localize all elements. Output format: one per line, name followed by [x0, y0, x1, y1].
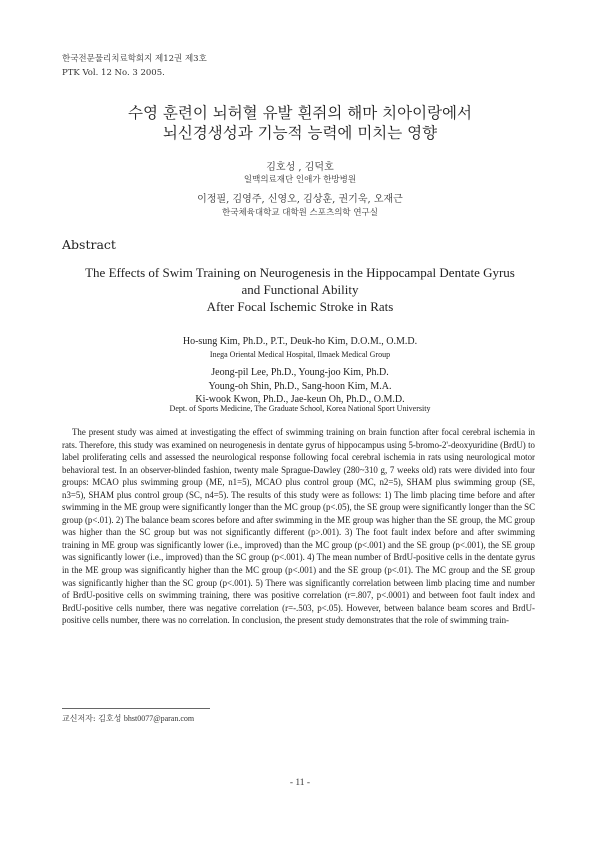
korean-affiliation-2: 한국체육대학교 대학원 스포츠의학 연구실: [222, 208, 378, 218]
korean-title-line-2: 뇌신경생성과 기능적 능력에 미치는 영향: [162, 124, 438, 142]
english-authors-line-3: Young-oh Shin, Ph.D., Sang-hoon Kim, M.A.: [208, 380, 392, 392]
page-number: - 11 -: [289, 778, 311, 788]
korean-authors-1: 김호성 , 김덕호: [266, 162, 334, 173]
footnote-label: 교신저자: 김호성: [62, 714, 122, 723]
abstract-heading: Abstract: [62, 237, 116, 252]
korean-authors-2: 이정필, 김영주, 신영오, 김상훈, 권기욱, 오재근: [197, 194, 403, 205]
korean-affiliation-1: 일맥의료재단 인애가 한방병원: [243, 175, 357, 185]
english-authors-line-2: Jeong-pil Lee, Ph.D., Young-joo Kim, Ph.D.: [211, 367, 389, 378]
journal-name-korean: 한국전문물리치료학회지 제12권 제3호: [62, 54, 207, 64]
footnote-divider: [62, 708, 210, 709]
english-title-line-2: and Functional Ability: [241, 282, 359, 297]
english-affiliation-1: Inega Oriental Medical Hospital, Ilmaek Medical Group: [209, 350, 391, 359]
english-authors-1: Ho-sung Kim, Ph.D., P.T., Deuk-ho Kim, D.O.M., O.M.D.: [182, 336, 418, 347]
english-authors-2: [0, 366, 600, 407]
journal-header: [62, 52, 207, 80]
corresponding-author-footnote: [62, 713, 194, 724]
english-title: [0, 264, 600, 315]
english-title-line-3: After Focal Ischemic Stroke in Rats: [206, 299, 394, 314]
abstract-body: The present study was aimed at investigating the effect of swimming training on brain function after focal cerebral ischemia in rats. Therefore, this study was examined on neurogenesis in dentate gyrus of hippocampus using 5-bromo-2'-deoxyuridine (BrdU) to label proliferating cells and assessed the neurological response following focal cerebral ischemia in rats using neurological motor behavioral test. In an observer-blinded fashion, twenty male Sprague-Dawley (280~310 g, 7 weeks old) rats were divided into four groups: MCAO plus swimming group (ME, n1=5), MCAO plus control group (MC, n2=5), SHAM plus swimming group (SE, n3=5), SHAM plus control group (SC, n4=5). The results of this study were as follows: 1) The limb placing time before and after swimming in the ME group were significantly longer than the MC group (p<.05), the SE group were significantly longer than the SC group (p<.01). 2) The balance beam scores before and after swimming in the ME group was higher than the SE group, the MC group was higher than the SC group but was not significantly different (p>.001). 3) The foot fault index before and after swimming training in ME group was significantly lower (i.e., improved) than the MC group (p<.001) and the SE group (p<.001), the SE group was significantly lower (i.e., improved) than the SC group (p<.001). 4) The mean number of BrdU-positive cells in the dentate gyrus in the ME group was significantly higher than the MC group (p<.001) and the SE group (p<.01). The MC group and the SE group was significantly higher than the SC group (p<.001). 5) There was significantly correlation between limb placing time and number of BrdU-positive cells on swimming training, there was positive correlation (r=.807, p<.0001) and between foot fault index and BrdU-positive cells number, there was negative correlation (r=-.503, p<.05). However, between balance beam scores and BrdU-positive cells number, there was no correlation. In conclusion, the present study demonstrates that the role of swimming train-: [62, 427, 535, 626]
journal-volume-info: PTK Vol. 12 No. 3 2005.: [62, 68, 165, 78]
korean-title: [0, 103, 600, 143]
korean-title-line-1: 수영 훈련이 뇌허혈 유발 흰쥐의 해마 치아이랑에서: [128, 104, 472, 122]
english-affiliation-2: Dept. of Sports Medicine, The Graduate School, Korea National Sport University: [169, 404, 431, 413]
footnote-email: bhst0077@paran.com: [123, 714, 195, 723]
english-authors-line-4: Ki-wook Kwon, Ph.D., Jae-keun Oh, Ph.D., O.M.D.: [195, 394, 405, 405]
english-title-line-1: The Effects of Swim Training on Neurogenesis in the Hippocampal Dentate Gyrus: [85, 265, 515, 280]
